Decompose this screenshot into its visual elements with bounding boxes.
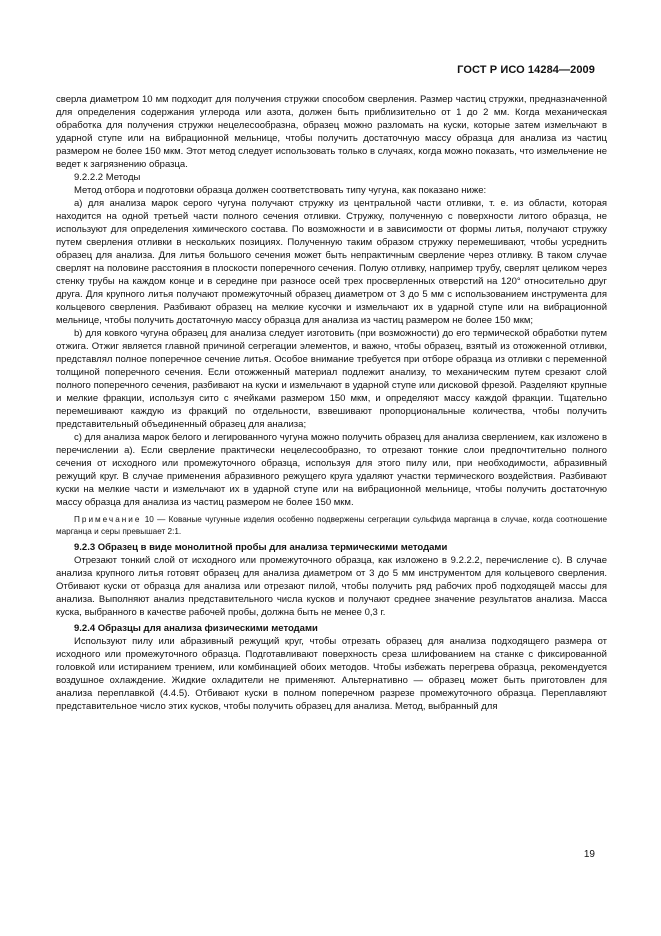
page-number: 19 [583, 849, 595, 860]
paragraph-methods-intro: Метод отбора и подготовки образца должен соответствовать типу чугуна, как показано ниже: [74, 185, 487, 196]
paragraph-drilling-chips: сверла диаметром 10 мм подходит для получения стружки способом сверления. Размер частиц стружки, предназначенной для определения содержания углерода или азота, должен быть приблизительно от 1 до 2 мм. Когда механическая обработка для получения стружки нецелесообразна, образец можно разломать на куски, которые затем измельчают в ударной ступе или на вибрационной мельнице, чтобы получить достаточную массу образца для анализа из частиц размером не более 150 мкм. Этот метод следует использовать только в случаях, когда можно показать, что измельчение не ведет к загрязнению образца. [56, 94, 607, 170]
section-heading-9-2-3: 9.2.3 Образец в виде монолитной пробы для анализа термическими методами [74, 542, 448, 553]
list-item-b: b) для ковкого чугуна образец для анализа следует изготовить (при возможности) до его термической обработки путем отжига. Отжиг является главной причиной сегрегации элементов, и важно, чтобы образец, взятый из отожженной отливки, представлял полное поперечное сечение литья. Особое внимание требуется при отборе образца из отливки с переменной толщиной поперечного сечения. Если отожженный материал подлежит анализу, то механическим путем срезают слой полного поперечного сечения, разбивают на куски и измельчают в ударной ступе или дисковой фрезой. Разделяют крупные и мелкие фракции, используя сито с ячейками размером 150 мкм, и определяют массу каждой фракции. Тщательно перемешивают каждую из фракций по отдельности, взвешивают пропорциональные количества, чтобы получить представительный объединенный образец для анализа; [56, 328, 607, 430]
section-text-9-2-3: Отрезают тонкий слой от исходного или промежуточного образца, как изложено в 9.2.2.2, перечисление с). В случае анализа крупного литья готовят образец для анализа диаметром от 3 до 5 мм инструментом для кольцевого сверления. Отбивают куски от образца для анализа или отрезают пилой, чтобы получить ряд рабочих проб подходящей массы для анализа. Выполняют анализ представительного числа кусков и получают среднее значение результатов анализа. Масса куска, выбранного в качестве рабочей пробы, должна быть не менее 0,3 г. [56, 555, 607, 618]
document-body [56, 93, 607, 713]
note-label: Примечание [74, 515, 142, 524]
note-text: 10 — Кованые чугунные изделия особенно подвержены сегрегации сульфида марганца в случае, когда соотношение марганца и серы превышает 2:1. [56, 515, 607, 536]
note-10 [56, 514, 607, 537]
list-item-a: а) для анализа марок серого чугуна получают стружку из центральной части отливки, т. е. из области, которая находится на одной третьей части полного сечения отливки. Стружку, полученную с поверхности литого образца, не используют для определения химического состава. По возможности и в зависимости от формы литья, получают стружку путем сверления отливки в нескольких позициях. Полученную таким образом стружку перемешивают, чтобы усреднить образец для анализа. Для литья большого сечения может быть непрактичным сверление через отливку. В таком случае сверлят на половине расстояния в плоскости поперечного сечения. Полую отливку, например трубу, сверлят целиком через стенку трубы на каждом конце и в середине при разносе осей трех просверленных отверстий на 120° относительно друг друга. Для крупного литья получают промежуточный образец диаметром от 3 до 5 мм с использованием инструмента для кольцевого сверления. Разбивают образец на мелкие кусочки и измельчают их в ударной ступе или на вибрационной мельнице, чтобы получить достаточную массу образца для анализа из частиц размером не более 150 мкм; [56, 198, 607, 326]
document-header: ГОСТ Р ИСО 14284—2009 [457, 64, 595, 76]
subsection-heading-methods: 9.2.2.2 Методы [74, 172, 141, 183]
section-text-9-2-4: Используют пилу или абразивный режущий круг, чтобы отрезать образец для анализа подходящего размера от исходного или промежуточного образца. Подготавливают поверхность среза шлифованием на станке с фиксированной головкой или истиранием трением, или комбинацией обоих методов. Чтобы избежать перегрева образца, рекомендуется воздушное охлаждение. Жидкие охладители не применяют. Альтернативно — образец может быть приготовлен для анализа переплавкой (4.4.5). Отбивают куски в полном поперечном разрезе промежуточного образца. Переплавляют представительное число этих кусков, чтобы получить образец для анализа. Метод, выбранный для [56, 636, 607, 712]
section-heading-9-2-4: 9.2.4 Образцы для анализа физическими методами [74, 623, 318, 634]
list-item-c: с) для анализа марок белого и легированного чугуна можно получить образец для анализа сверлением, как изложено в перечислении а). Если сверление практически нецелесообразно, то отрезают тонкие слои предпочтительно полного сечения от исходного или промежуточного образца, используя для этого пилу или, при необходимости, абразивный режущий круг. В случае применения абразивного режущего круга удаляют участки термического воздействия. Разбивают куски на мелкие части и измельчают их в ударной ступе или на вибрационной мельнице, чтобы получить достаточную массу образца для анализа из частиц размером не более 150 мкм. [56, 432, 607, 508]
